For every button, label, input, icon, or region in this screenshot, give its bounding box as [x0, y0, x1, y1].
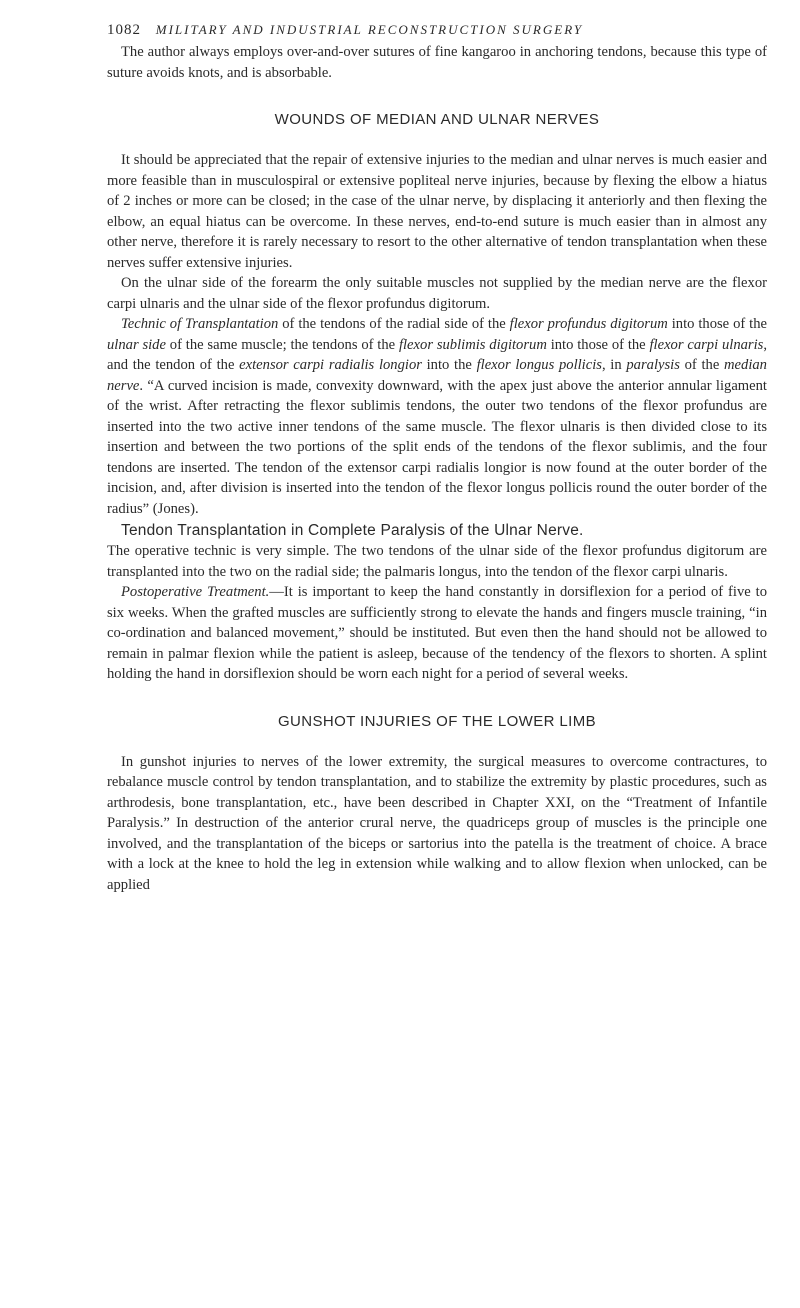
technic-lead: Technic of Transplantation: [121, 316, 279, 332]
italic-term: median nerve: [107, 357, 767, 394]
running-title: MILITARY AND INDUSTRIAL RECONSTRUCTION SURGERY: [155, 22, 584, 37]
page-number: 1082: [107, 22, 141, 38]
paragraph-ulnar-side: On the ulnar side of the forearm the only suitable muscles not supplied by the median nerve are the flexor carpi ulnaris and the ulnar side of the flexor profundus digitorum.: [107, 275, 767, 312]
paragraph-gunshot: In gunshot injuries to nerves of the lower extremity, the surgical measures to overcome contractures, to rebalance muscle control by tendon transplantation, and to stabilize the extremity by plastic procedures, such as arthrodesis, bone transplantation, etc., have been described in Chapter XXI, on the “Treatment of Infantile Paralysis.” In destruction of the anterior crural nerve, the quadriceps group of muscles is the principle one involved, and the transplantation of the biceps or sartorius into the patella is the treatment of choice. A brace with a lock at the knee to hold the leg in extension while walking and to allow flexion when unlocked, can be applied: [107, 753, 767, 893]
intro-paragraph: The author always employs over-and-over sutures of fine kangaroo in anchoring tendons, because this type of suture avoids knots, and is absorbable.: [107, 44, 767, 81]
postoperative-body: —It is important to keep the hand constantly in dorsiflexion for a period of five to six weeks. When the grafted muscles are sufficiently strong to elevate the hands and fingers muscle training, “in co-ordination and balanced movement,” should be instituted. But even then the hand should not be allowed to remain in palmar flexion while the patient is asleep, because of the tendency of the flexors to shorten. A splint holding the hand in dorsiflexion should be worn each night for a period of several weeks.: [107, 584, 767, 682]
italic-term: flexor carpi ulnaris: [649, 336, 764, 353]
italic-term: paralysis: [626, 357, 680, 373]
postoperative-lead: Postoperative Treatment.: [121, 584, 270, 600]
italic-term: flexor longus pollicis: [476, 357, 602, 373]
text-run: of the tendons of the radial side of the: [278, 316, 510, 332]
text-run: of the: [679, 357, 725, 373]
text-run: , and the tendon of the: [107, 336, 767, 373]
text-run: of the same muscle; the tendons of the: [165, 336, 399, 353]
paragraph-postoperative: [107, 582, 767, 685]
paragraph-technic-transplantation: [107, 314, 767, 519]
running-head: [107, 20, 767, 40]
text-run: , in: [601, 357, 627, 373]
text-run: into those of the: [667, 316, 767, 332]
paragraph-operative-technic: The operative technic is very simple. The two tendons of the ulnar side of the flexor profundus digitorum are transplanted into the two on the radial side; the palmaris longus, into the tendon of the flexor carpi ulnaris.: [107, 543, 767, 580]
book-page: [107, 20, 767, 895]
text-run: into those of the: [546, 336, 650, 353]
italic-term: ulnar side: [107, 336, 166, 353]
italic-term: flexor profundus digitorum: [509, 316, 668, 332]
italic-term: extensor carpi radialis longior: [239, 357, 422, 373]
text-run: into the: [421, 357, 477, 373]
subheading-ulnar-paralysis: Tendon Transplantation in Complete Paralysis of the Ulnar Nerve.: [121, 522, 584, 539]
italic-term: flexor sublimis digitorum: [398, 336, 547, 353]
text-run: . “A curved incision is made, convexity downward, with the apex just above the anterior annular ligament of the wrist. After retracting the flexor sublimis tendons, the outer two tendons of the flexor profundus are inserted into the two active inner tendons of the same muscle. The flexor ulnaris is then divided close to its insertion and between the two portions of the split ends of the tendons of the flexor sublimis, and the four tendons are inserted. The tendon of the extensor carpi radialis longior is now found at the outer border of the incision, and, after division is inserted into the tendon of the flexor longus pollicis round the outer border of the radius” (Jones).: [107, 377, 767, 517]
section-heading-gunshot: GUNSHOT INJURIES OF THE LOWER LIMB: [277, 712, 597, 730]
paragraph-nerve-repair: It should be appreciated that the repair of extensive injuries to the median and ulnar nerves is much easier and more feasible than in musculospiral or extensive popliteal nerve injuries, because by flexing the elbow a hiatus of 2 inches or more can be closed; in the case of the ulnar nerve, by displacing it anteriorly and then flexing the elbow, an equal hiatus can be overcome. In these nerves, end-to-end suture is much easier than in almost any other nerve, therefore it is rarely necessary to resort to the other alternative of tendon transplantation when these nerves suffer extensive injuries.: [107, 152, 767, 271]
section-heading-median-ulnar: WOUNDS OF MEDIAN AND ULNAR NERVES: [274, 111, 600, 128]
